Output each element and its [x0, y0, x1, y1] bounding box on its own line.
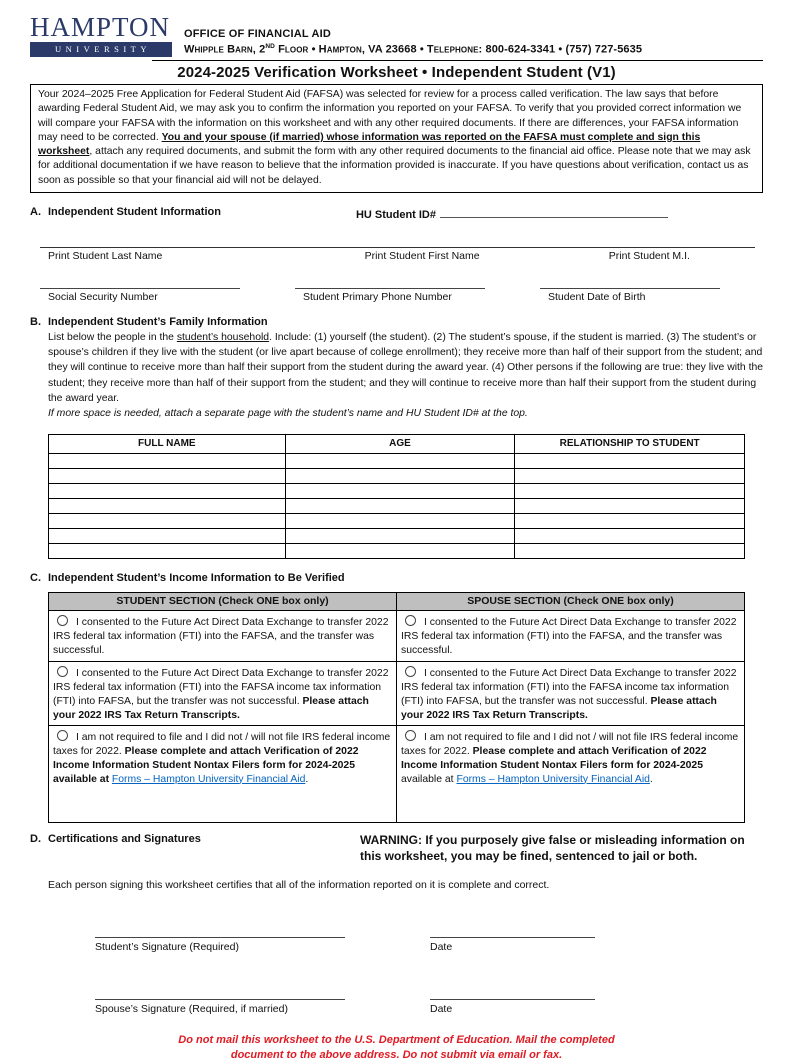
student-option-2: [49, 662, 397, 726]
middle-initial-label: Print Student M.I.: [608, 249, 690, 262]
income-option-row-2: [49, 662, 745, 726]
radio-icon[interactable]: [405, 730, 416, 741]
logo-university-bar: UNIVERSITY: [30, 42, 172, 57]
family-members-table: [48, 434, 745, 559]
hu-student-id-field: [356, 206, 668, 221]
address-superscript: ND: [265, 43, 275, 51]
section-d-letter: D.: [30, 833, 41, 846]
page-header: [30, 14, 763, 57]
age-cell[interactable]: [285, 528, 515, 543]
relationship-cell[interactable]: [515, 453, 745, 468]
section-c-heading: Independent Student’s Income Information to Be Verified: [48, 571, 345, 584]
forms-link[interactable]: Forms – Hampton University Financial Aid: [111, 773, 306, 785]
family-info-text: List below the people in the: [48, 331, 177, 343]
income-option-row-1: [49, 611, 745, 662]
do-not-mail-line: document to the above address. Do not submit via email or fax.: [230, 1049, 563, 1062]
spouse-signature-label: Spouse’s Signature (Required, if married): [95, 1002, 288, 1015]
section-c-letter: C.: [30, 571, 41, 584]
income-option-row-3: [49, 726, 745, 823]
family-table-row: [49, 483, 745, 498]
address-part: Whipple Barn, 2: [184, 44, 266, 56]
intro-text: , attach any required documents, and submit the form with any other required documents to the financial aid office. Please note that we may ask for additional documentation if we have reason to believe that the information provided is inaccurate. If you have questions about verification, contact us as soon as possible so that your financial aid will not be delayed.: [38, 146, 751, 186]
ssn-field: [40, 288, 240, 303]
income-verification-table: [48, 592, 745, 824]
do-not-mail-note: [30, 1033, 763, 1064]
family-table-row: [49, 453, 745, 468]
section-d-heading-row: [30, 833, 763, 864]
spouse-signature-line[interactable]: [95, 999, 345, 1000]
ssn-line[interactable]: [40, 288, 240, 289]
office-name: OFFICE OF FINANCIAL AID: [184, 28, 331, 41]
date-label: Date: [430, 1002, 453, 1015]
family-table-row: [49, 528, 745, 543]
option-text: available at: [401, 773, 457, 785]
section-b-letter: B.: [30, 315, 41, 328]
logo-wordmark: HAMPTON: [30, 12, 171, 42]
student-date-field: [430, 937, 595, 953]
student-option-1: [49, 611, 397, 662]
dob-label: Student Date of Birth: [548, 290, 646, 303]
family-info-text: . Include: (1) yourself (the student). (2) The student’s spouse, if the student is married. (3) The student’s or spouse’s children if they live with the student (or live apart because of college enrollment); they receive more than half of their support from the student; and they will continue to receive more than half their support from the student during the award year. (4) Other persons if the following are true: they live with the student; they receive more than half of their support from the student; and they will continue to receive more than half their support from the student during the award year.: [48, 331, 764, 404]
dob-line[interactable]: [540, 288, 720, 289]
more-space-note: If more space is needed, attach a separate page with the student’s name and HU Student ID# at the top.: [48, 408, 528, 420]
hampton-university-logo: [30, 14, 172, 57]
spouse-signature-row: [95, 999, 763, 1015]
radio-icon[interactable]: [405, 615, 416, 626]
age-header: AGE: [285, 434, 515, 453]
option-bold-text: Please attach your 2022 IRS Tax Return Transcripts.: [53, 695, 369, 721]
household-underlined-text: student’s household: [176, 331, 270, 343]
dob-field: [540, 288, 720, 303]
relationship-cell[interactable]: [515, 513, 745, 528]
family-table-row: [49, 543, 745, 558]
section-b-heading: Independent Student’s Family Information: [48, 315, 268, 328]
full-name-cell[interactable]: [49, 528, 286, 543]
header-divider: [152, 60, 763, 61]
office-address: [184, 43, 642, 56]
full-name-cell[interactable]: [49, 453, 286, 468]
do-not-mail-line: Do not mail this worksheet to the U.S. Department of Education. Mail the completed: [178, 1033, 615, 1046]
student-name-labels: [30, 250, 763, 262]
page-title: 2024-2025 Verification Worksheet • Independent Student (V1): [177, 64, 616, 81]
option-text: .: [649, 773, 653, 785]
spouse-option-3: [397, 726, 745, 823]
age-cell[interactable]: [285, 513, 515, 528]
first-name-label: Print Student First Name: [364, 249, 480, 262]
hu-student-id-line[interactable]: [440, 206, 668, 218]
phone-label: Student Primary Phone Number: [303, 290, 452, 303]
option-text: I am not required to file and I did not / will not file IRS federal income taxes for 2022.: [401, 732, 739, 758]
family-table-row: [49, 498, 745, 513]
student-detail-fields: [40, 288, 763, 303]
student-signature-label: Student’s Signature (Required): [95, 940, 239, 953]
section-c-heading-row: [30, 572, 763, 584]
income-table-header-row: [49, 592, 745, 611]
full-name-cell[interactable]: [49, 543, 286, 558]
student-section-header: STUDENT SECTION (Check ONE box only): [49, 592, 397, 611]
full-name-cell[interactable]: [49, 468, 286, 483]
certification-statement: Each person signing this worksheet certifies that all of the information reported on it is complete and correct.: [48, 878, 550, 891]
relationship-cell[interactable]: [515, 498, 745, 513]
section-a-heading: Independent Student Information: [48, 205, 221, 218]
intro-paragraph-box: [30, 84, 763, 193]
address-part: Floor • Hampton, VA 23668 • Telephone: 800-624-3341 • (757) 727-5635: [274, 44, 643, 56]
spouse-option-2: [397, 662, 745, 726]
radio-icon[interactable]: [57, 615, 68, 626]
student-signature-field: [95, 937, 345, 953]
spouse-date-field: [430, 999, 595, 1015]
relationship-cell[interactable]: [515, 483, 745, 498]
hu-student-id-label: HU Student ID#: [355, 208, 436, 221]
student-option-3: [49, 726, 397, 823]
option-text: I consented to the Future Act Direct Data Exchange to transfer 2022 IRS federal tax information (FTI) into the FAFSA income tax information (FTI) into FAFSA, but the transfer was not successful.: [53, 668, 389, 707]
full-name-cell[interactable]: [49, 498, 286, 513]
spouse-option-1: [397, 611, 745, 662]
date-label: Date: [430, 940, 453, 953]
age-cell[interactable]: [285, 543, 515, 558]
student-signature-line[interactable]: [95, 937, 345, 938]
option-text: I consented to the Future Act Direct Data Exchange to transfer 2022 IRS federal tax information (FTI) into the FAFSA, and the transfer was successful.: [53, 617, 389, 656]
age-cell[interactable]: [285, 483, 515, 498]
phone-line[interactable]: [295, 288, 485, 289]
radio-icon[interactable]: [57, 730, 68, 741]
option-bold-text: Please attach your 2022 IRS Tax Return Transcripts.: [401, 695, 717, 721]
option-text: I am not required to file and I did not / will not file IRS federal income taxes for 2022.: [53, 732, 391, 758]
option-bold-text: Please complete and attach Verification of 2022 Income Information Student Nontax Filers form for 2024-2025: [401, 746, 707, 771]
radio-icon[interactable]: [405, 666, 416, 677]
full-name-cell[interactable]: [49, 513, 286, 528]
spouse-signature-field: [95, 999, 345, 1015]
section-b-heading-row: [30, 316, 763, 328]
forms-link[interactable]: Forms – Hampton University Financial Aid: [456, 773, 650, 785]
age-cell[interactable]: [285, 468, 515, 483]
section-b-paragraph: [48, 330, 763, 422]
family-table-header-row: [49, 434, 745, 453]
relationship-cell[interactable]: [515, 528, 745, 543]
age-cell[interactable]: [285, 498, 515, 513]
family-table-row: [49, 513, 745, 528]
radio-icon[interactable]: [57, 666, 68, 677]
student-date-line[interactable]: [430, 937, 595, 938]
age-cell[interactable]: [285, 453, 515, 468]
relationship-cell[interactable]: [515, 543, 745, 558]
option-text: .: [305, 773, 309, 785]
option-text: I consented to the Future Act Direct Data Exchange to transfer 2022 IRS federal tax information (FTI) into the FAFSA income tax information (FTI) into FAFSA, but the transfer was not successful.: [401, 668, 737, 707]
last-name-label: Print Student Last Name: [48, 249, 163, 262]
section-d-heading: Certifications and Signatures: [48, 833, 201, 846]
phone-field: [295, 288, 485, 303]
header-text-block: [184, 28, 642, 57]
intro-text: Your 2024–2025 Free Application for Federal Student Aid (FAFSA) was selected for review for a process called verification. The law says that before awarding Federal Student Aid, we may ask you to confirm the information you reported on your FAFSA. To verify that you provided correct information we will compare your FAFSA with the information on this worksheet and with any other required documents. If there are differences, your FAFSA information may need to be corrected.: [38, 89, 742, 143]
section-a-letter: A.: [30, 205, 41, 218]
student-name-line[interactable]: [40, 247, 755, 248]
spouse-section-header: SPOUSE SECTION (Check ONE box only): [397, 592, 745, 611]
section-a-heading-row: [30, 206, 763, 221]
full-name-cell[interactable]: [49, 483, 286, 498]
warning-text: WARNING: If you purposely give false or misleading information on this worksheet, you may be fined, sentenced to jail or both.: [360, 833, 745, 863]
option-bold-text: Please complete and attach Verification of 2022 Income Information Student Nontax Filers form for 2024-2025 available at: [53, 746, 359, 785]
relationship-cell[interactable]: [515, 468, 745, 483]
student-signature-row: [95, 937, 763, 953]
spouse-date-line[interactable]: [430, 999, 595, 1000]
intro-bold-underline-text: You and your spouse (if married) whose information was reported on the FAFSA must complete and sign this worksheet: [38, 131, 701, 157]
option-text: I consented to the Future Act Direct Data Exchange to transfer 2022 IRS federal tax information (FTI) into the FAFSA, and the transfer was successful.: [401, 617, 737, 656]
relationship-header: RELATIONSHIP TO STUDENT: [515, 434, 745, 453]
full-name-header: FULL NAME: [49, 434, 286, 453]
family-table-row: [49, 468, 745, 483]
ssn-label: Social Security Number: [48, 290, 158, 303]
